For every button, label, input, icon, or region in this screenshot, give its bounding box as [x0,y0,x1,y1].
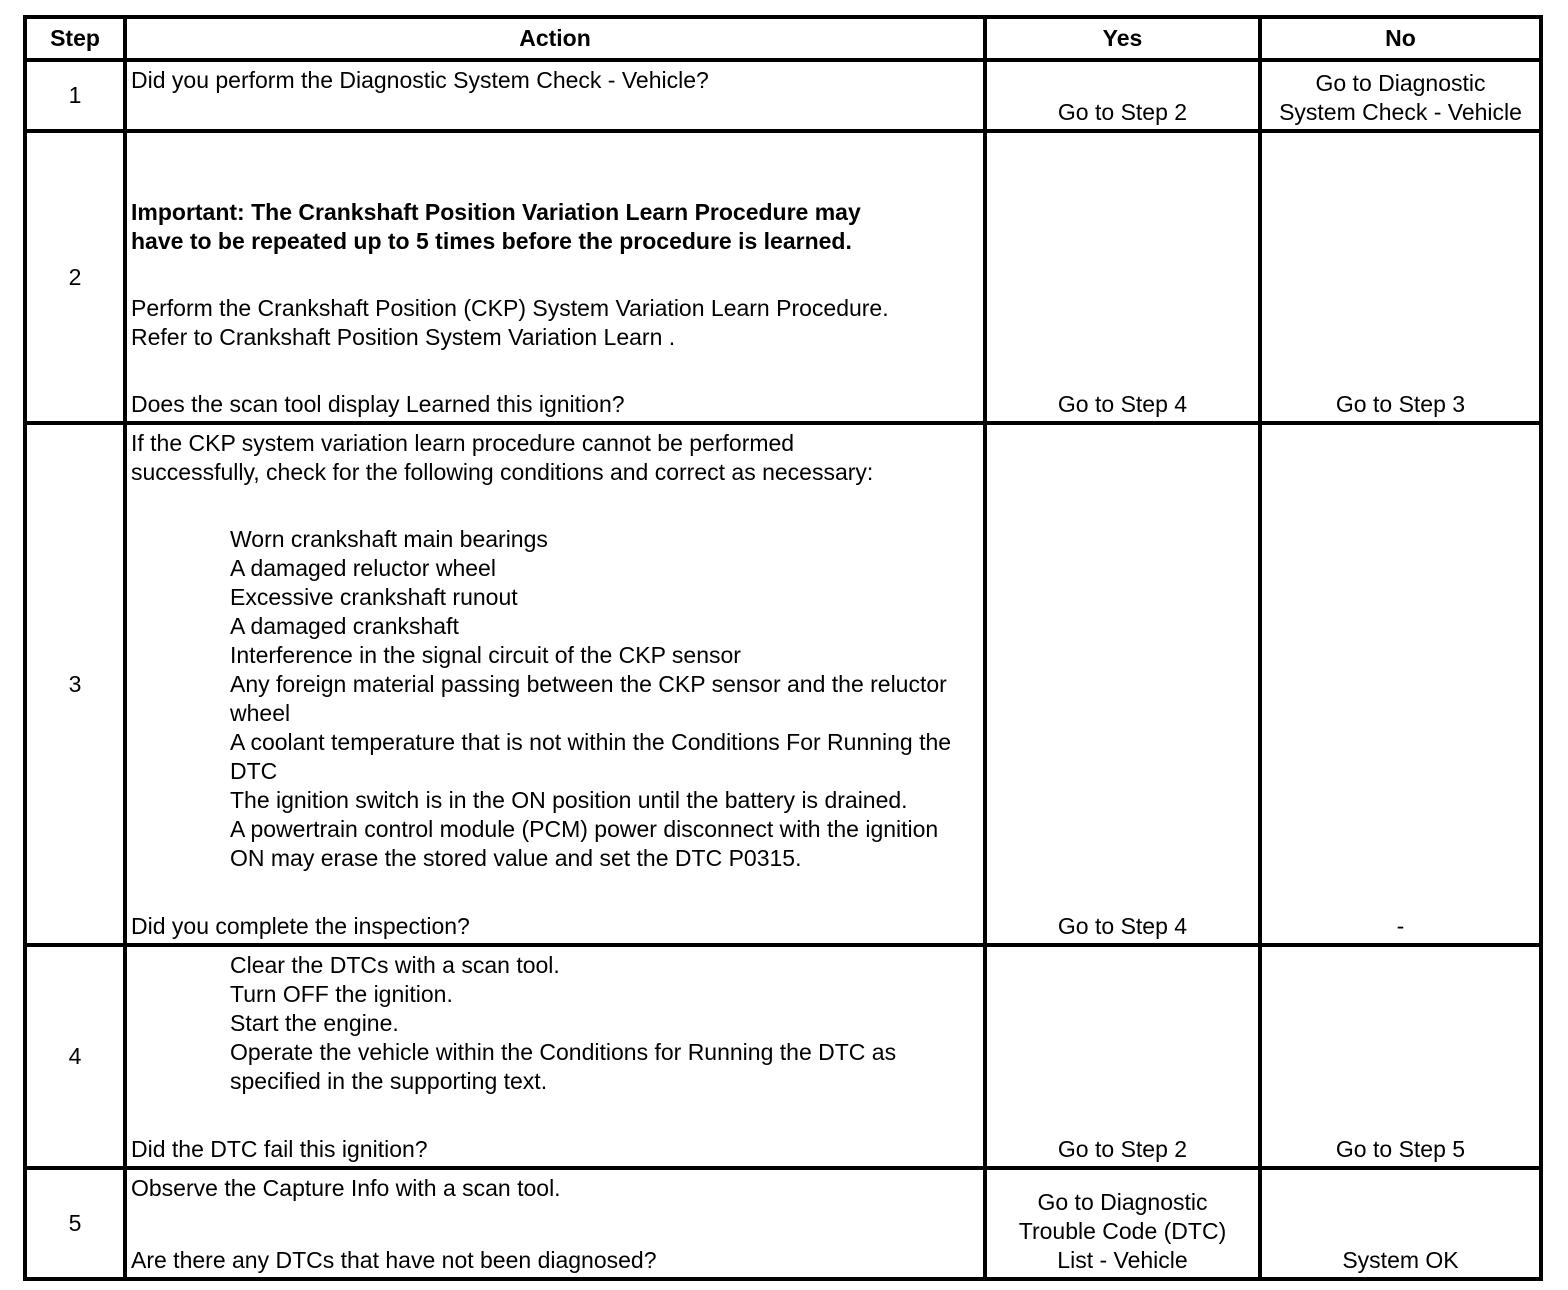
list-item: Worn crankshaft main bearings [230,526,548,552]
list-item: A damaged crankshaft [230,613,459,639]
no-cell [1260,945,1541,1168]
step-row-5 [25,1168,1541,1279]
no-link-line[interactable]: System Check - Vehicle [1279,99,1522,125]
no-value: - [1396,913,1405,939]
condition-list [131,525,979,873]
yes-link-line[interactable]: Go to Diagnostic [1037,1189,1208,1215]
yes-link[interactable]: Go to Step 4 [1057,391,1188,417]
yes-cell [985,423,1260,945]
question-text: Did the DTC fail this ignition? [131,1136,428,1162]
yes-link-line[interactable]: List - Vehicle [1057,1247,1188,1273]
header-yes: Yes [985,17,1260,60]
step-row-2 [25,131,1541,423]
header-action: Action [125,17,985,60]
no-cell [1260,131,1541,423]
yes-link[interactable]: Go to Step 4 [1057,913,1188,939]
list-item: Interference in the signal circuit of the CKP sensor [230,642,741,668]
yes-link[interactable]: Go to Step 2 [1057,99,1188,125]
header-step: Step [25,17,125,60]
list-item: Start the engine. [230,1010,399,1036]
yes-cell [985,60,1260,131]
question-text: Are there any DTCs that have not been diagnosed? [131,1247,657,1273]
question-text: Does the scan tool display Learned this ignition? [131,391,625,417]
question-text: Did you perform the Diagnostic System Check - Vehicle? [131,67,709,93]
important-note: have to be repeated up to 5 times before the procedure is learned. [131,228,852,254]
list-item: Excessive crankshaft runout [230,584,518,610]
instruction-text: Observe the Capture Info with a scan tool. [131,1175,561,1201]
step-number: 3 [25,423,125,945]
no-cell [1260,1168,1541,1279]
step-number: 5 [25,1168,125,1279]
step-row-3 [25,423,1541,945]
action-cell [125,1168,985,1279]
no-link-line[interactable]: Go to Diagnostic [1315,70,1486,96]
step-row-1 [25,60,1541,131]
action-cell [125,945,985,1168]
action-cell [125,423,985,945]
intro-text: If the CKP system variation learn procedure cannot be performed [131,430,795,456]
instruction-text: Perform the Crankshaft Position (CKP) System Variation Learn Procedure. [131,295,889,321]
yes-cell [985,945,1260,1168]
yes-link-line[interactable]: Trouble Code (DTC) [1018,1218,1227,1244]
list-item: A damaged reluctor wheel [230,555,496,581]
no-cell [1260,423,1541,945]
no-value: System OK [1342,1247,1459,1273]
list-item: The ignition switch is in the ON position until the battery is drained. [230,787,908,813]
step-number: 1 [25,60,125,131]
no-link[interactable]: Go to Step 3 [1335,391,1466,417]
no-link[interactable]: Go to Step 5 [1335,1136,1466,1162]
list-item: A coolant temperature that is not within the Conditions For Running the DTC [230,729,952,784]
yes-cell [985,131,1260,423]
step-number: 4 [25,945,125,1168]
yes-cell [985,1168,1260,1279]
action-cell [125,60,985,131]
list-item: A powertrain control module (PCM) power disconnect with the ignition ON may erase the stored value and set the DTC P0315. [230,816,939,871]
step-row-4 [25,945,1541,1168]
step-number: 2 [25,131,125,423]
list-item: Clear the DTCs with a scan tool. [230,952,560,978]
question-text: Did you complete the inspection? [131,913,470,939]
diagnostic-table [23,15,1543,1281]
header-no: No [1260,17,1541,60]
header-row [25,17,1541,60]
intro-text: successfully, check for the following conditions and correct as necessary: [131,459,874,485]
action-cell [125,131,985,423]
instruction-link[interactable]: Refer to Crankshaft Position System Variation Learn . [131,324,676,350]
yes-link[interactable]: Go to Step 2 [1057,1136,1188,1162]
no-cell [1260,60,1541,131]
important-note: Important: The Crankshaft Position Variation Learn Procedure may [131,199,861,225]
list-item: Operate the vehicle within the Conditions for Running the DTC as specified in the supporting text. [230,1039,897,1094]
procedure-list [131,951,979,1096]
list-item: Turn OFF the ignition. [230,981,453,1007]
list-item: Any foreign material passing between the CKP sensor and the reluctor wheel [230,671,947,726]
